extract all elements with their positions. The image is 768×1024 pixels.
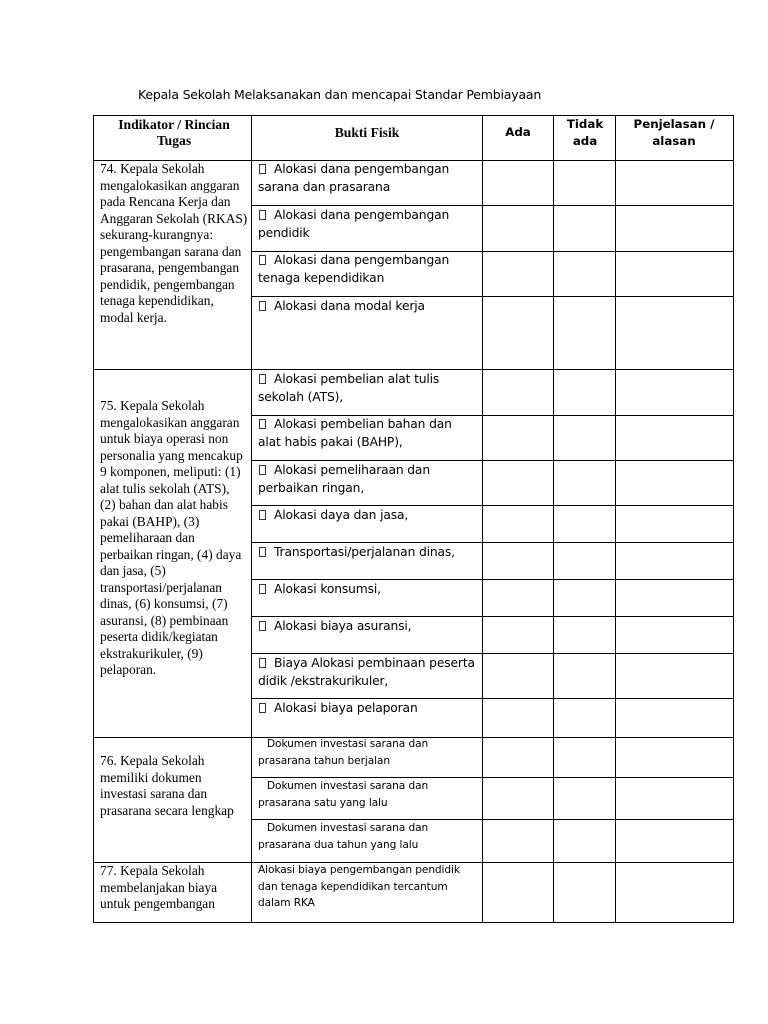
header-indikator: Indikator / Rincian Tugas [118, 117, 230, 148]
checkbox-icon [259, 547, 266, 557]
checkbox-icon [259, 621, 266, 631]
indicator-text: 74. Kepala Sekolah mengalokasikan anggaran pada Rencana Kerja dan Anggaran Sekolah (RKAS) sekurang-kurangnya: pengembangan sarana dan prasarana, pengembangan pendidik, pengembangan tenaga kependidikan, modal kerja. [100, 161, 248, 325]
table-border [553, 115, 554, 923]
checkbox-icon [259, 374, 266, 384]
evidence-label: Alokasi dana pengembangan sarana dan prasarana [258, 162, 450, 194]
evidence-item [258, 506, 478, 524]
checkbox-icon [259, 703, 266, 713]
table-border [93, 115, 94, 923]
checkbox-icon [259, 584, 266, 594]
header-ada: Ada [505, 125, 531, 139]
checkbox-icon [259, 301, 266, 311]
evidence-item: Dokumen investasi sarana dan prasarana satu yang lalu [258, 780, 429, 809]
checkbox-icon [259, 658, 266, 668]
header-tidak-ada: Tidak ada [566, 117, 604, 148]
evidence-label: Alokasi konsumsi, [274, 582, 381, 596]
indicator-text: 76. Kepala Sekolah memiliki dokumen investasi sarana dan prasarana secara lengkap [100, 753, 234, 818]
evidence-item [258, 297, 478, 315]
evidence-item [258, 654, 480, 690]
evidence-label: Alokasi biaya asuransi, [274, 619, 412, 633]
checkbox-icon [259, 465, 266, 475]
checkbox-icon [259, 510, 266, 520]
evidence-item: Dokumen investasi sarana dan prasarana tahun berjalan [258, 738, 429, 767]
evidence-item: Dokumen investasi sarana dan prasarana dua tahun yang lalu [258, 822, 429, 851]
evidence-label: Transportasi/perjalanan dinas, [274, 545, 455, 559]
evidence-label: Biaya Alokasi pembinaan peserta didik /ekstrakurikuler, [258, 656, 475, 688]
evidence-label: Alokasi dana pengembangan tenaga kependidikan [258, 253, 450, 285]
evidence-item [258, 543, 478, 561]
indicator-text: 77. Kepala Sekolah membelanjakan biaya untuk pengembangan [100, 863, 218, 911]
evidence-item [258, 580, 478, 598]
evidence-label: Alokasi daya dan jasa, [274, 508, 409, 522]
evidence-item [258, 160, 478, 196]
table-border [733, 115, 734, 923]
header-penjelasan: Penjelasan / alasan [633, 117, 715, 148]
table-border [93, 922, 734, 923]
evidence-item [258, 461, 478, 497]
table-border [615, 115, 616, 923]
evidence-label: Alokasi pemeliharaan dan perbaikan ringan, [258, 463, 430, 495]
header-bukti-fisik: Bukti Fisik [334, 125, 400, 140]
indicator-text: 75. Kepala Sekolah mengalokasikan anggaran untuk biaya operasi non personalia yang mencakup 9 komponen, meliputi: (1) alat tulis sekolah (ATS), (2) bahan dan alat habis pakai (BAHP), (3) pemeliharaan dan perbaikan ringan, (4) daya dan jasa, (5) transportasi/perjalanan dinas, (6) konsumsi, (7) asuransi, (8) pembinaan peserta didik/kegiatan ekstrakurikuler, (9) pelaporan. [100, 398, 243, 677]
evidence-item [258, 415, 478, 451]
document-title: Kepala Sekolah Melaksanakan dan mencapai Standar Pembiayaan [138, 87, 542, 102]
evidence-item [258, 206, 478, 242]
evidence-item [258, 370, 478, 406]
evidence-item [258, 699, 478, 717]
evidence-item [258, 251, 478, 287]
checkbox-icon [259, 164, 266, 174]
checkbox-icon [259, 419, 266, 429]
table-border [482, 115, 483, 923]
evidence-label: Alokasi dana modal kerja [274, 299, 425, 313]
table-border [251, 115, 252, 923]
evidence-label: Alokasi pembelian alat tulis sekolah (ATS), [258, 372, 440, 404]
evidence-item: Alokasi biaya pengembangan pendidik dan tenaga kependidikan tercantum dalam RKA [258, 864, 460, 909]
evidence-label: Alokasi pembelian bahan dan alat habis pakai (BAHP), [258, 417, 452, 449]
evidence-label: Alokasi biaya pelaporan [274, 701, 418, 715]
checkbox-icon [259, 210, 266, 220]
evidence-label: Alokasi dana pengembangan pendidik [258, 208, 450, 240]
checkbox-icon [259, 255, 266, 265]
evidence-item [258, 617, 478, 635]
